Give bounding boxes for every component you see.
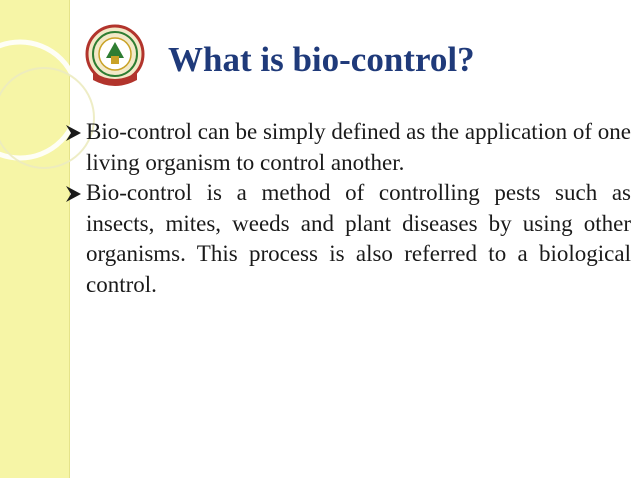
bullet-item (64, 178, 631, 300)
bullet-list (64, 117, 631, 300)
bullet-text: Bio-control is a method of controlling pests such as insects, mites, weeds and plant diseases by using other organisms. This process is also referred to a biological control. (86, 180, 631, 297)
slide-title: What is bio-control? (168, 40, 475, 79)
bullet-item (64, 117, 631, 178)
arrowhead-bullet-icon (64, 124, 82, 142)
university-emblem-icon (84, 22, 146, 90)
bullet-text: Bio-control can be simply defined as the application of one living organism to control another. (86, 119, 631, 175)
arrowhead-bullet-icon (64, 185, 82, 203)
